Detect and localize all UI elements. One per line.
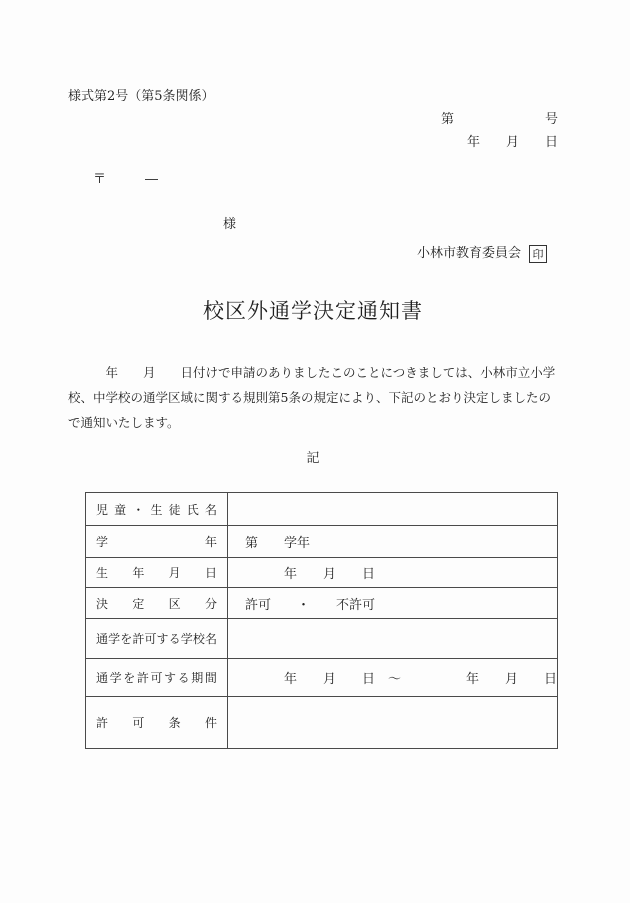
seal-mark-icon: 印	[529, 245, 547, 263]
row-label	[86, 526, 228, 557]
table-row-grade	[86, 525, 557, 557]
table-row-birthdate	[86, 557, 557, 587]
table-row-decision-category	[86, 587, 557, 618]
doc-number-line: 第 号	[440, 112, 558, 127]
issuer-row	[68, 245, 547, 263]
row-label	[86, 588, 228, 618]
row-label-text: 児 童 ・ 生 徒 氏 名	[96, 502, 217, 517]
row-value: 年 月 日	[245, 567, 376, 582]
row-value: 許可 ・ 不許可	[245, 597, 376, 613]
row-label	[86, 493, 228, 525]
decision-table	[85, 492, 558, 749]
row-label	[86, 659, 228, 696]
body-line: 年 月 日付けで申請のありましたこのことにつきましては、小林市立小学	[68, 365, 556, 380]
row-value	[228, 493, 557, 525]
issue-date-line: 年 月 日	[466, 135, 558, 150]
row-label	[86, 558, 228, 587]
table-row-permitted-school	[86, 618, 557, 658]
issuer-name: 小林市教育委員会	[416, 246, 521, 261]
table-row-student-name	[86, 493, 557, 525]
body-paragraph	[68, 360, 558, 435]
record-heading: 記	[306, 451, 320, 466]
table-row-permit-conditions	[86, 696, 557, 748]
document-title: 校区外通学決定通知書	[203, 299, 423, 323]
row-label-text: 生 年 月 日	[96, 566, 217, 580]
row-label-text: 決 定 区 分	[96, 596, 217, 611]
body-line: で通知いたします。	[68, 415, 180, 430]
row-label-text: 許 可 条 件	[96, 716, 217, 730]
row-value: 年 月 日 ～ 年 月 日	[244, 672, 557, 687]
table-row-permitted-period	[86, 658, 557, 696]
row-value: 第 学年	[245, 536, 311, 551]
row-value	[228, 697, 557, 748]
postal-code-line: 〒 ―	[93, 172, 159, 187]
body-line: 校、中学校の通学区域に関する規則第5条の規定により、下記のとおり決定しましたの	[68, 390, 551, 405]
row-label-text: 学 年	[96, 535, 217, 549]
row-label	[86, 697, 228, 748]
addressee-suffix: 様	[223, 217, 237, 232]
row-value	[228, 619, 557, 658]
form-number: 様式第2号（第5条関係）	[68, 89, 215, 104]
row-label	[86, 619, 228, 658]
row-label-text: 通 学 を 許 可 す る 学 校 名	[96, 632, 217, 646]
row-label-text: 通 学 を 許 可 す る 期 間	[96, 671, 217, 685]
